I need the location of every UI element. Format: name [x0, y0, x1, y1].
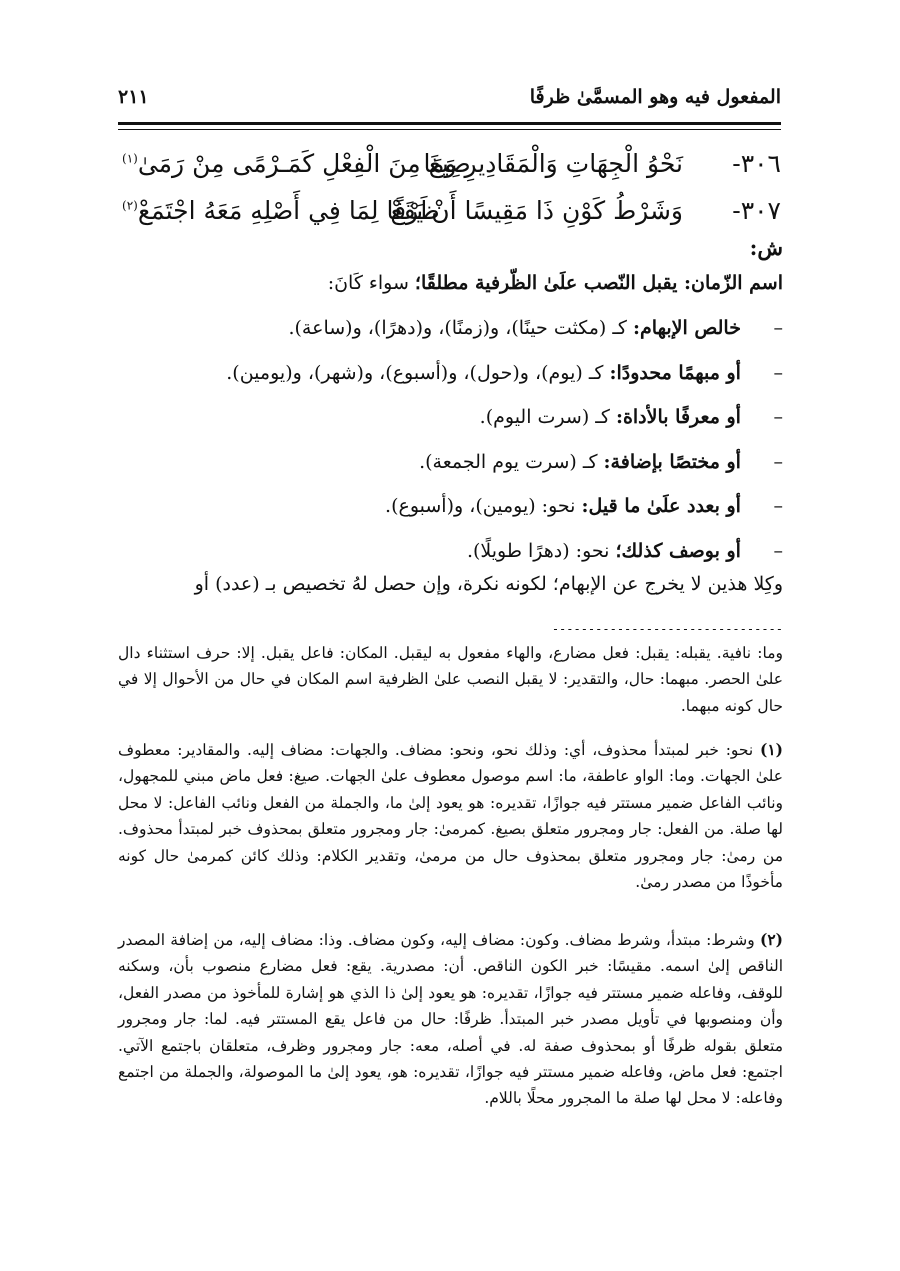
verse-second-half-text: ظَرْفًا لِمَا فِي أَصْلِهِ مَعَهُ اجْتَمَعْ: [137, 196, 440, 225]
verse-first-half: وَشَرْطُ كَوْنِ ذَا مَقِيسًا أَنْ يَقَعْ: [390, 196, 683, 225]
bullet-text: نحو: (يومين)، و(أسبوع).: [385, 495, 582, 517]
bullet-text: كـ (سرت يوم الجمعة).: [419, 450, 604, 473]
page-number: ٢١١: [118, 86, 149, 108]
list-item: [118, 446, 783, 491]
intro-bold: اسم الزّمان: يقبل النّصب علَىٰ الظّرفية مطلقًا؛: [414, 272, 783, 294]
bullet-dash: –: [773, 361, 783, 384]
footnote-number: (٢): [759, 930, 783, 949]
bullet-dash: –: [773, 317, 783, 339]
running-header: [118, 86, 781, 116]
bullet-bold: أو بوصف كذلك؛: [615, 539, 741, 562]
intro-rest: سواء كَانَ:: [327, 272, 415, 294]
bullet-list: [118, 312, 783, 579]
list-item: [118, 357, 783, 402]
footnote-text: وما: نافية. يقبله: يقبل: فعل مضارع، والهاء مفعول به ليقبل. المكان: فاعل يقبل. إلا: حرف استثناء دال علىٰ الحصر. مبهما: حال، والتقدير: لا يقبل النصب علىٰ الظرفية اسم المكان في حال من الأحوال إلا في حال كونه مبهما.: [118, 644, 783, 715]
verse-second-half-text: صِيغَ مِنَ الْفِعْلِ كَمَـرْمًى مِنْ رَمَىٰ: [137, 149, 471, 178]
footnote-continuation: [118, 640, 783, 719]
bullet-text: كـ (يوم)، و(حول)، و(أسبوع)، و(شهر)، و(يومين).: [226, 361, 610, 384]
intro-paragraph: [118, 268, 783, 298]
bullet-text: كـ (سرت اليوم).: [479, 406, 616, 428]
bullet-bold: خالص الإبهام:: [633, 317, 741, 339]
verse-306: [118, 145, 781, 187]
footnote-ref: (٢): [122, 198, 138, 213]
bullet-bold: أو بعدد علَىٰ ما قيل:: [581, 495, 741, 517]
verse-first-half: نَحْوُ الْجِهَاتِ وَالْمَقَادِيرِ وَمَا: [423, 149, 683, 178]
footnote-2: [118, 927, 783, 1112]
sharh-label: ش:: [749, 235, 783, 260]
list-item: [118, 401, 783, 446]
footnote-number: (١): [759, 740, 783, 759]
verse-307: [118, 192, 781, 234]
bullet-text: نحو: (دهرًا طويلًا).: [466, 539, 616, 562]
bullet-dash: –: [773, 406, 783, 428]
verse-second-half: [122, 196, 440, 225]
verse-second-half: [122, 149, 471, 178]
footnote-separator: --------------------------------: [551, 622, 783, 636]
bullet-bold: أو معرفًا بالأداة:: [615, 406, 741, 428]
footnote-ref: (١): [122, 151, 138, 166]
list-item: [118, 490, 783, 535]
list-item: [118, 312, 783, 357]
closing-paragraph: وكِلا هذين لا يخرج عن الإبهام؛ لكونه نكرة، وإن حصل لهُ تخصيص بـ (عدد) أو: [194, 573, 783, 595]
footnote-text: وشرط: مبتدأ، وشرط مضاف. وكون: مضاف إليه، وكون مضاف. وذا: مضاف إليه، من إضافة المصدر الناقص إلىٰ اسمه. مقيسًا: خبر الكون الناقص. أن: مصدرية. يقع: فعل مضارع منصوب بأن، وسكنه للوقف، وفاعله ضمير مستتر فيه جوازًا، تقديره: هو يعود إلىٰ ذا الذي هو إشارة للمأخوذ من مصدر الفعل، وأن ومنصوبها في تأويل مصدر خبر المبتدأ. ظرفًا: حال من فاعل يقع المستتر فيه. لما: جار ومجرور متعلق بقوله ظرفًا أو بمحذوف صفة له. في أصله، معه: جار ومجرور وظرف، متعلقان باجتمع الآتي. اجتمع: فعل ماض، وفاعله ضمير مستتر فيه جوازًا، تقديره: هو، يعود إلىٰ ما الموصولة، والجملة من اجتمع وفاعله: لا محل لها صلة ما المجرور محلًا باللام.: [118, 931, 783, 1108]
chapter-title: المفعول فيه وهو المسمَّىٰ ظرفًا: [529, 86, 781, 108]
header-rule-thick: [118, 122, 781, 125]
bullet-text: كـ (مكثت حينًا)، و(زمنًا)، و(دهرًا)، و(ساعة).: [288, 317, 633, 339]
bullet-bold: أو مختصًا بإضافة:: [603, 450, 741, 473]
footnote-text: نحو: خبر لمبتدأ محذوف، أي: وذلك نحو، ونحو: مضاف. والجهات: مضاف إليه. والمقادير: معطوف علىٰ الجهات. وما: الواو عاطفة، ما: اسم موصول معطوف علىٰ الجهات. صيغ: فعل ماض مبني للمجهول، ونائب الفاعل ضمير مستتر فيه جوازًا، تقديره: هو يعود إلىٰ ما، والجملة من الفعل ونائب الفاعل: لا محل لها صلة. من الفعل: جار ومجرور متعلق بصيغ. كمرمىٰ: جار ومجرور متعلق بمحذوف خبر لمبتدأ محذوف. من رمىٰ: جار ومجرور متعلق بمحذوف حال من مرمىٰ، وتقدير الكلام: وذلك كائن كمرمىٰ حال كونه مأخوذًا من مصدر رمىٰ.: [118, 741, 783, 892]
verse-number: ٣٠٦-: [732, 149, 781, 178]
header-rule-thin: [118, 129, 781, 130]
bullet-dash: –: [773, 495, 783, 517]
bullet-dash: –: [773, 450, 783, 473]
footnote-1: [118, 737, 783, 895]
verse-number: ٣٠٧-: [732, 196, 781, 225]
bullet-bold: أو مبهمًا محدودًا:: [609, 361, 741, 384]
bullet-dash: –: [773, 539, 783, 562]
